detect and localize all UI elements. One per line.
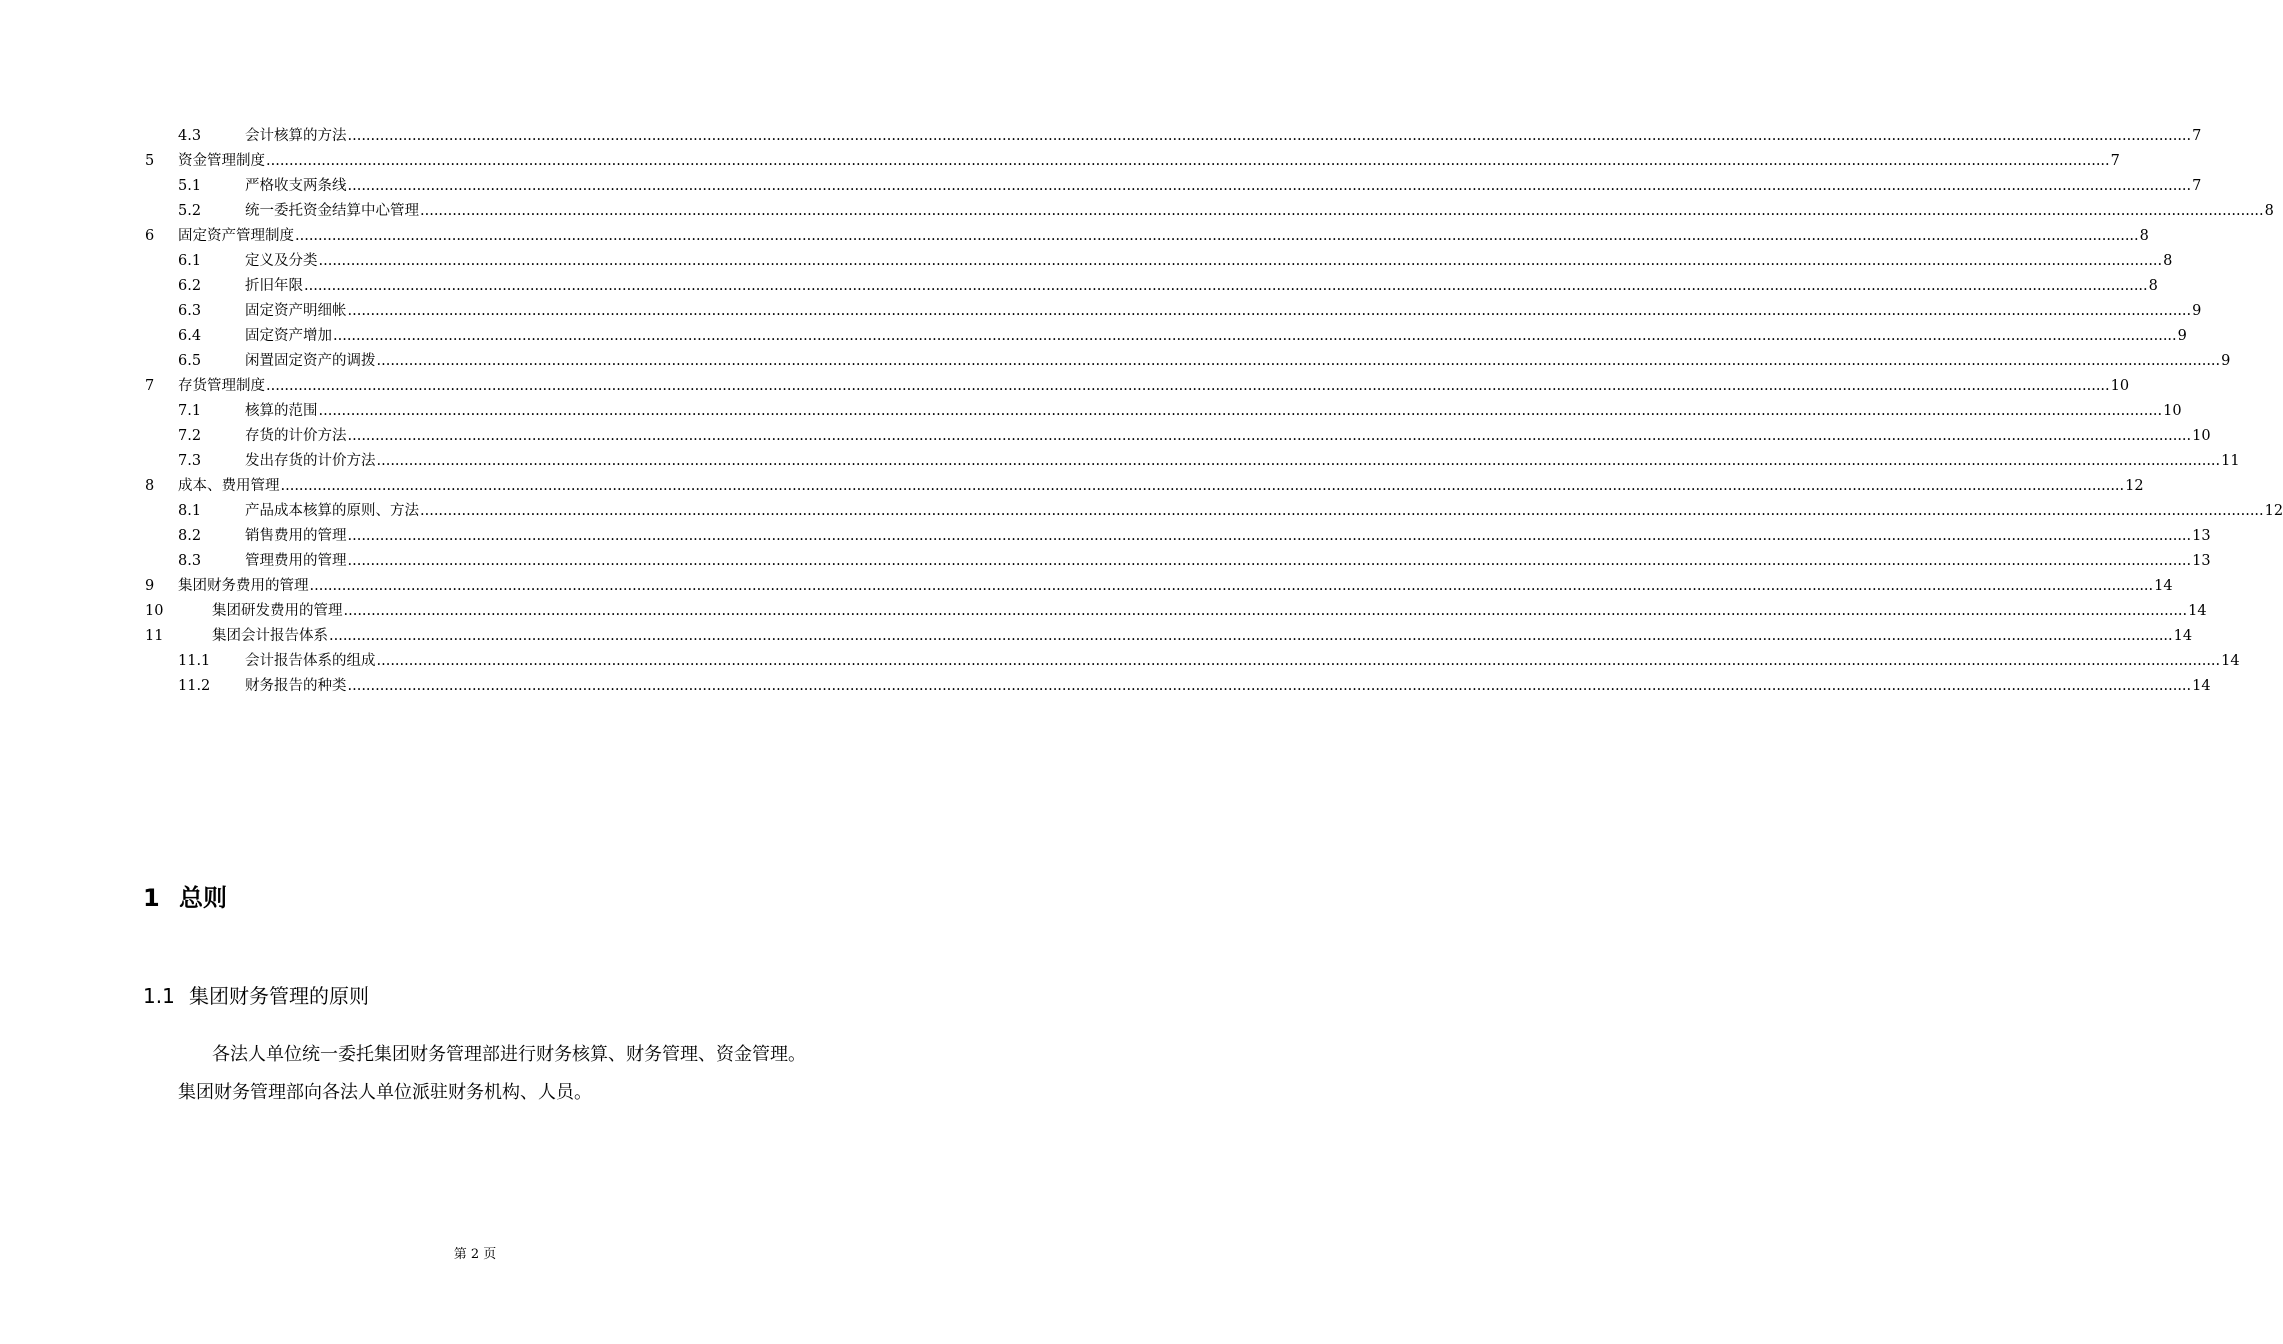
section-heading-1	[143, 878, 227, 918]
toc-entry-page: 14	[2154, 578, 2173, 594]
toc-entry[interactable]	[0, 549, 2211, 574]
toc-entry[interactable]	[0, 224, 2149, 249]
toc-entry-title: 成本、费用管理	[178, 478, 280, 494]
toc-dot-leader: ................................................................................................................................................................................................................................................................................................................................................................................................................	[376, 653, 2221, 669]
toc-entry-number: 4.3	[178, 128, 202, 144]
toc-entry[interactable]	[0, 174, 2202, 199]
toc-dot-leader: ................................................................................................................................................................................................................................................................................................................................................................................................................	[347, 678, 2192, 694]
toc-dot-leader: ................................................................................................................................................................................................................................................................................................................................................................................................................	[304, 278, 2148, 294]
toc-entry[interactable]	[0, 274, 2158, 299]
toc-entry-page: 8	[2264, 203, 2274, 219]
toc-entry-line	[245, 449, 2240, 474]
toc-dot-leader: ................................................................................................................................................................................................................................................................................................................................................................................................................	[347, 428, 2192, 444]
toc-entry-number: 6.4	[178, 328, 202, 344]
toc-entry-number: 6.3	[178, 303, 202, 319]
toc-entry[interactable]	[0, 374, 2130, 399]
toc-entry-number: 8.2	[178, 528, 202, 544]
toc-dot-leader: ................................................................................................................................................................................................................................................................................................................................................................................................................	[343, 603, 2188, 619]
toc-entry[interactable]	[0, 424, 2211, 449]
toc-entry-page: 13	[2192, 528, 2211, 544]
toc-entry-number: 9	[145, 578, 155, 594]
toc-entry-number: 7	[145, 378, 155, 394]
page-footer: 第 2 页	[453, 1247, 497, 1262]
toc-entry-line	[245, 524, 2211, 549]
toc-dot-leader: ................................................................................................................................................................................................................................................................................................................................................................................................................	[266, 378, 2110, 394]
toc-entry-page: 8	[2163, 253, 2173, 269]
toc-entry-line	[245, 199, 2274, 224]
toc-entry-title: 财务报告的种类	[245, 678, 347, 694]
toc-entry-page: 13	[2192, 553, 2211, 569]
toc-entry-title: 固定资产增加	[245, 328, 332, 344]
toc-entry-title: 存货的计价方法	[245, 428, 347, 444]
toc-entry-line	[212, 624, 2193, 649]
toc-dot-leader: ................................................................................................................................................................................................................................................................................................................................................................................................................	[347, 528, 2192, 544]
toc-entry-page: 9	[2177, 328, 2187, 344]
toc-entry-title: 资金管理制度	[178, 153, 265, 169]
toc-entry-title: 定义及分类	[245, 253, 318, 269]
toc-entry-line	[245, 399, 2182, 424]
toc-dot-leader: ................................................................................................................................................................................................................................................................................................................................................................................................................	[347, 553, 2192, 569]
toc-entry[interactable]	[0, 399, 2182, 424]
toc-entry[interactable]	[0, 674, 2211, 699]
toc-dot-leader: ................................................................................................................................................................................................................................................................................................................................................................................................................	[376, 353, 2221, 369]
toc-entry-page: 7	[2192, 178, 2202, 194]
toc-entry-title: 销售费用的管理	[245, 528, 347, 544]
toc-entry-title: 会计核算的方法	[245, 128, 347, 144]
toc-entry[interactable]	[0, 474, 2144, 499]
toc-entry-page: 9	[2192, 303, 2202, 319]
toc-entry-number: 8.1	[178, 503, 202, 519]
toc-entry-number: 11.1	[178, 653, 211, 669]
toc-entry[interactable]	[0, 624, 2193, 649]
toc-entry-title: 折旧年限	[245, 278, 303, 294]
toc-entry-line	[245, 674, 2211, 699]
toc-entry-page: 12	[2264, 503, 2283, 519]
toc-entry-page: 14	[2173, 628, 2193, 644]
toc-entry[interactable]	[0, 349, 2231, 374]
subsection-number: 1.1	[143, 984, 175, 1008]
toc-entry-title: 集团研发费用的管理	[212, 603, 343, 619]
toc-entry-line	[245, 174, 2202, 199]
toc-dot-leader: ................................................................................................................................................................................................................................................................................................................................................................................................................	[318, 253, 2163, 269]
toc-entry-number: 7.2	[178, 428, 202, 444]
toc-dot-leader: ................................................................................................................................................................................................................................................................................................................................................................................................................	[295, 228, 2139, 244]
toc-entry[interactable]	[0, 574, 2173, 599]
toc-entry[interactable]	[0, 649, 2240, 674]
toc-entry-page: 10	[2192, 428, 2211, 444]
toc-entry-page: 12	[2125, 478, 2144, 494]
table-of-contents	[0, 124, 2283, 699]
toc-dot-leader: ................................................................................................................................................................................................................................................................................................................................................................................................................	[309, 578, 2154, 594]
toc-dot-leader: ................................................................................................................................................................................................................................................................................................................................................................................................................	[318, 403, 2163, 419]
toc-entry-title: 核算的范围	[245, 403, 318, 419]
toc-dot-leader: ................................................................................................................................................................................................................................................................................................................................................................................................................	[347, 303, 2192, 319]
toc-entry-page: 10	[2163, 403, 2182, 419]
toc-entry-line	[178, 149, 2120, 174]
toc-entry[interactable]	[0, 299, 2202, 324]
toc-dot-leader: ................................................................................................................................................................................................................................................................................................................................................................................................................	[376, 453, 2221, 469]
toc-entry-line	[245, 424, 2211, 449]
toc-entry-line	[245, 549, 2211, 574]
toc-entry-line	[178, 224, 2149, 249]
toc-entry-number: 6	[145, 228, 155, 244]
toc-entry-title: 集团财务费用的管理	[178, 578, 309, 594]
toc-dot-leader: ................................................................................................................................................................................................................................................................................................................................................................................................................	[347, 128, 2192, 144]
toc-entry-page: 8	[2139, 228, 2149, 244]
toc-entry-number: 8.3	[178, 553, 202, 569]
toc-entry-number: 5.1	[178, 178, 202, 194]
toc-entry[interactable]	[0, 324, 2187, 349]
toc-entry-number: 5	[145, 153, 155, 169]
section-number: 1	[143, 884, 160, 912]
toc-entry-number: 6.5	[178, 353, 202, 369]
toc-entry[interactable]	[0, 449, 2240, 474]
toc-entry-line	[245, 274, 2158, 299]
toc-entry-number: 6.1	[178, 253, 202, 269]
toc-entry-title: 固定资产明细帐	[245, 303, 347, 319]
toc-entry-title: 会计报告体系的组成	[245, 653, 376, 669]
toc-entry-number: 7.3	[178, 453, 202, 469]
toc-entry[interactable]	[0, 499, 2283, 524]
section-title: 总则	[179, 884, 227, 912]
toc-entry-line	[245, 249, 2173, 274]
toc-entry-line	[178, 574, 2173, 599]
toc-entry-page: 10	[2110, 378, 2130, 394]
toc-entry-number: 5.2	[178, 203, 202, 219]
toc-entry-number: 11.2	[178, 678, 211, 694]
toc-entry-number: 11	[145, 628, 164, 644]
toc-entry-title: 管理费用的管理	[245, 553, 347, 569]
toc-entry-line	[245, 649, 2240, 674]
toc-entry-line	[245, 324, 2187, 349]
toc-entry-number: 10	[145, 603, 164, 619]
body-paragraph-line-1: 各法人单位统一委托集团财务管理部进行财务核算、财务管理、资金管理。	[212, 1044, 806, 1065]
toc-entry-line	[245, 349, 2231, 374]
toc-entry-page: 14	[2188, 603, 2207, 619]
toc-dot-leader: ................................................................................................................................................................................................................................................................................................................................................................................................................	[420, 503, 2264, 519]
toc-entry-line	[245, 299, 2202, 324]
toc-entry-page: 14	[2192, 678, 2211, 694]
toc-entry-page: 7	[2110, 153, 2120, 169]
toc-dot-leader: ................................................................................................................................................................................................................................................................................................................................................................................................................	[333, 328, 2177, 344]
toc-entry-page: 11	[2221, 453, 2240, 469]
toc-entry[interactable]	[0, 124, 2202, 149]
toc-entry-title: 发出存货的计价方法	[245, 453, 376, 469]
toc-dot-leader: ................................................................................................................................................................................................................................................................................................................................................................................................................	[347, 178, 2192, 194]
body-paragraph-line-2: 集团财务管理部向各法人单位派驻财务机构、人员。	[178, 1082, 592, 1103]
section-heading-1-1	[143, 980, 369, 1012]
toc-entry-line	[178, 374, 2130, 399]
toc-entry-line	[245, 499, 2283, 524]
toc-dot-leader: ................................................................................................................................................................................................................................................................................................................................................................................................................	[280, 478, 2125, 494]
toc-entry-number: 8	[145, 478, 155, 494]
toc-entry-line	[212, 599, 2207, 624]
toc-entry-title: 严格收支两条线	[245, 178, 347, 194]
toc-entry-line	[178, 474, 2144, 499]
toc-entry-page: 14	[2221, 653, 2240, 669]
toc-entry-line	[245, 124, 2202, 149]
toc-entry-page: 7	[2192, 128, 2202, 144]
toc-entry-page: 9	[2221, 353, 2231, 369]
toc-entry-page: 8	[2148, 278, 2158, 294]
toc-entry-number: 7.1	[178, 403, 202, 419]
toc-dot-leader: ................................................................................................................................................................................................................................................................................................................................................................................................................	[329, 628, 2173, 644]
toc-entry-title: 产品成本核算的原则、方法	[245, 503, 419, 519]
toc-entry[interactable]	[0, 199, 2274, 224]
toc-dot-leader: ................................................................................................................................................................................................................................................................................................................................................................................................................	[266, 153, 2110, 169]
toc-entry[interactable]	[0, 524, 2211, 549]
toc-entry[interactable]	[0, 249, 2173, 274]
toc-entry-title: 集团会计报告体系	[212, 628, 328, 644]
toc-entry-title: 闲置固定资产的调拨	[245, 353, 376, 369]
toc-dot-leader: ................................................................................................................................................................................................................................................................................................................................................................................................................	[420, 203, 2264, 219]
subsection-title: 集团财务管理的原则	[189, 984, 369, 1008]
toc-entry-title: 固定资产管理制度	[178, 228, 294, 244]
toc-entry-title: 统一委托资金结算中心管理	[245, 203, 419, 219]
toc-entry[interactable]	[0, 149, 2120, 174]
toc-entry-title: 存货管理制度	[178, 378, 265, 394]
toc-entry-number: 6.2	[178, 278, 202, 294]
toc-entry[interactable]	[0, 599, 2207, 624]
